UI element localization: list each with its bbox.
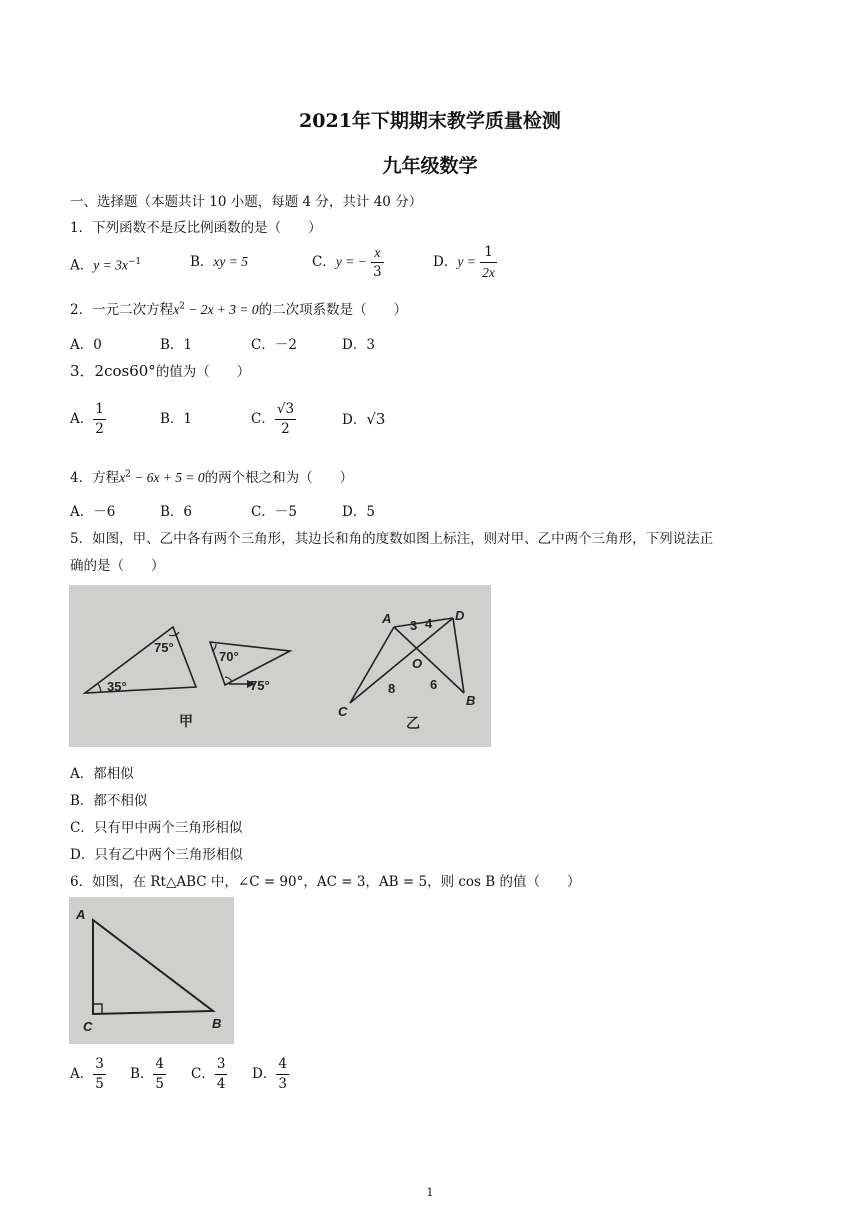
side-3: 3 xyxy=(410,618,418,633)
q1-option-d: D．y = $\frac{1}{2x}$ xyxy=(433,243,495,280)
q3-option-b: B．1 xyxy=(160,411,193,427)
q1-option-b: B．xy = 5 xyxy=(190,254,249,270)
angle-35: 35° xyxy=(107,679,127,694)
side-6: 6 xyxy=(430,677,438,692)
q1-option-a: A．$y = 3x^{-1}$ xyxy=(70,257,142,274)
q3-option-d: D．√3 xyxy=(342,410,386,428)
q3-options xyxy=(70,396,470,442)
section-heading: 一、选择题（本题共计 10 小题，每题 4 分，共计 40 分） xyxy=(70,194,423,210)
page-title: 2021年下期期末教学质量检测 xyxy=(299,110,561,132)
q6-option-b: B． $\frac{4}{5}$ xyxy=(130,1055,165,1092)
q4-stem: 4．方程$x^2 - 6x + 5 = 0$的两个根之和为（ ） xyxy=(70,469,354,486)
q4-option-d: D．5 xyxy=(342,504,375,520)
point-O: O xyxy=(412,656,423,671)
q5-option-c: C．只有甲中两个三角形相似 xyxy=(70,820,243,836)
page-subtitle: 九年级数学 xyxy=(382,155,478,177)
q5-figure xyxy=(69,585,491,747)
point-C: C xyxy=(83,1019,93,1034)
point-B: B xyxy=(466,693,476,708)
point-B: B xyxy=(212,1016,222,1031)
q5-option-b: B．都不相似 xyxy=(70,793,148,809)
point-D: D xyxy=(455,608,465,623)
q5-stem-line1: 5．如图，甲、乙中各有两个三角形，其边长和角的度数如图上标注，则对甲、乙中两个三角形，下列说法正 xyxy=(70,531,714,547)
q6-option-a: A． $\frac{3}{5}$ xyxy=(70,1055,104,1092)
q6-option-c: C． $\frac{3}{4}$ xyxy=(191,1055,226,1092)
q6-stem: 6．如图，在 Rt△ABC 中，∠C = 90°，AC = 3，AB = 5，则 cos B 的值（ ） xyxy=(70,874,581,890)
angle-70: 70° xyxy=(219,649,239,664)
q5-option-d: D．只有乙中两个三角形相似 xyxy=(70,847,243,863)
q3-stem: 3．2cos60°的值为（ ） xyxy=(70,362,251,380)
point-C: C xyxy=(338,704,348,719)
angle-75: 75° xyxy=(154,640,174,655)
q5-stem-line2: 确的是（ ） xyxy=(70,558,165,574)
q4-option-a: A．－6 xyxy=(70,504,116,520)
q4-option-c: C．－5 xyxy=(251,504,297,520)
q5-option-a: A．都相似 xyxy=(70,766,134,782)
label-yi: 乙 xyxy=(406,715,420,731)
q2-option-b: B．1 xyxy=(160,337,193,353)
q2-option-d: D．3 xyxy=(342,337,375,353)
point-A: A xyxy=(382,611,392,626)
q6-options xyxy=(70,1052,370,1096)
q3-option-c: C． $\frac{√3}{2}$ xyxy=(251,400,295,437)
q4-option-b: B．6 xyxy=(160,504,193,520)
jia-triangle-1 xyxy=(85,627,196,693)
angle-75b: 75° xyxy=(250,678,270,693)
page-number: 1 xyxy=(426,1186,434,1199)
right-triangle xyxy=(93,920,213,1014)
point-A: A xyxy=(76,907,86,922)
q1-option-c: C．y = − $\frac{x}{3}$ xyxy=(312,244,382,280)
q3-option-a: A． $\frac{1}{2}$ xyxy=(70,400,104,437)
q6-option-d: D． $\frac{4}{3}$ xyxy=(252,1055,287,1092)
label-jia: 甲 xyxy=(179,713,193,729)
q1-stem: 1．下列函数不是反比例函数的是（ ） xyxy=(70,220,322,236)
side-4: 4 xyxy=(425,616,433,631)
side-8: 8 xyxy=(388,681,396,696)
q2-stem: 2．一元二次方程$x^2 - 2x + 3 = 0$的二次项系数是（ ） xyxy=(70,301,408,318)
q2-option-a: A．0 xyxy=(70,337,102,353)
q2-option-c: C．－2 xyxy=(251,337,297,353)
q6-figure xyxy=(69,897,234,1044)
